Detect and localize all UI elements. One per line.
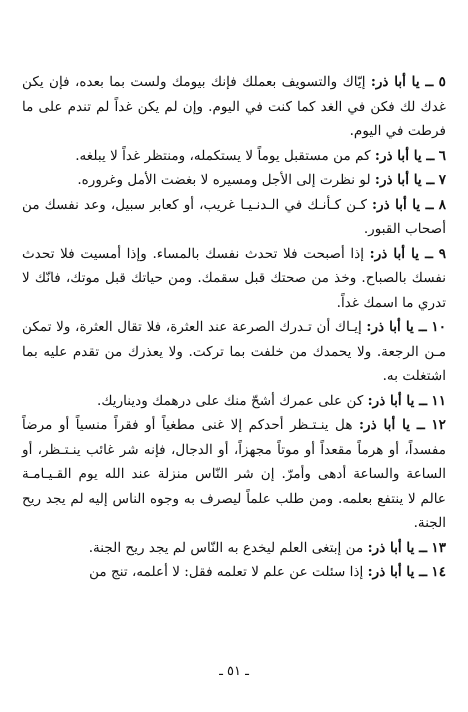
- paragraph-lead: ــ يا أبا ذر:: [367, 564, 428, 580]
- paragraph-number: ٧: [438, 172, 446, 188]
- paragraph-lead: ــ يا أبا ذر:: [366, 319, 427, 335]
- paragraph-lead: ــ يا أبا ذر:: [367, 539, 428, 556]
- paragraph-11: [22, 389, 446, 414]
- paragraph-text: كـن كـأنـك في الـدنـيـا غريب، أو كعابر سبيل، وعد نفسك من أصحاب القبور.: [22, 196, 446, 237]
- paragraph-number: ٥: [438, 74, 446, 90]
- paragraph-13: [22, 536, 446, 561]
- paragraph-number: ٩: [438, 245, 446, 262]
- page-number: ـ ٥١ ـ: [219, 664, 249, 679]
- paragraph-number: ١٢: [431, 417, 446, 433]
- paragraph-text: هل ينـتـظر أحدكم إلا غنى مطغياً أو فقراً منسياً أو مرضاً مفسداً، أو هرماً مقعداً أو موتاً مجهزاً، أو الدجال، فإنه شر غائب ينـتـظر، أو الساعة والساعة أدهى وأمرّ. إن شر النّاس منزلة عند الله يوم القـيـامـة عالم لا ينتفع بعلمه. ومن طلب علماً ليصرف به وجوه الناس إليه لم يجد ريح الجنة.: [22, 417, 446, 531]
- paragraph-number: ٦: [438, 147, 446, 164]
- paragraph-text: إيّاك والتسويف بعملك فإنك بيومك ولست بما بعده، فإن يكن غدك لك فكن في الغد كما كنت في اليوم. وإن لم يكن غداً لم تندم على ما فرطت في اليوم.: [22, 74, 446, 139]
- paragraph-6: [22, 144, 446, 169]
- paragraph-lead: ــ يا أبا ذر:: [370, 74, 434, 90]
- paragraph-text: كن على عمرك أشحّ منك على درهمك وديناريك.: [97, 392, 364, 409]
- paragraph-number: ١٣: [431, 539, 446, 556]
- paragraph-9: [22, 242, 446, 316]
- paragraph-text: لو نظرت إلى الأجل ومسيره لا بغضت الأمل وغروره.: [77, 172, 371, 188]
- paragraph-lead: ــ يا أبا ذر:: [371, 196, 434, 213]
- paragraph-10: [22, 315, 446, 389]
- paragraph-text: إيـاك أن تـدرك الصرعة عند العثرة، فلا تقال العثرة، ولا تمكن مـن الرجعة. ولا يحمدك من خلفت بما تركت. ولا يعذرك من تقدم عليه بما اشتغلت به.: [22, 319, 446, 384]
- paragraph-text: إذا سئلت عن علم لا تعلمه فقل: لا أعلمه، تنج من: [89, 564, 364, 580]
- paragraph-12: [22, 413, 446, 536]
- paragraph-7: [22, 168, 446, 193]
- paragraph-text: إذا أصبحت فلا تحدث نفسك بالمساء. وإذا أمسيت فلا تحدث نفسك بالصباح. وخذ من صحتك قبل سقمك. ومن حياتك قبل موتك، فانّك لا تدري ما اسمك غداً.: [22, 245, 446, 311]
- page-body: [22, 70, 446, 670]
- paragraph-text: من إبتغى العلم ليخدع به النّاس لم يجد ريح الجنة.: [88, 539, 364, 556]
- paragraph-lead: ــ يا أبا ذر:: [369, 245, 434, 262]
- paragraph-5: [22, 70, 446, 144]
- paragraph-14: [22, 560, 446, 585]
- paragraph-lead: ــ يا أبا ذر:: [367, 392, 428, 409]
- paragraph-number: ١٤: [431, 564, 446, 580]
- paragraph-lead: ــ يا أبا ذر:: [359, 417, 425, 433]
- paragraph-number: ١١: [431, 392, 446, 409]
- paragraph-8: [22, 193, 446, 242]
- paragraph-number: ٨: [438, 196, 446, 213]
- paragraph-number: ١٠: [431, 319, 446, 335]
- paragraph-lead: ــ يا أبا ذر:: [374, 172, 435, 188]
- paragraph-lead: ــ يا أبا ذر:: [374, 147, 435, 164]
- paragraph-text: كم من مستقبل يوماً لا يستكمله، ومنتظر غداً لا يبلغه.: [75, 147, 371, 164]
